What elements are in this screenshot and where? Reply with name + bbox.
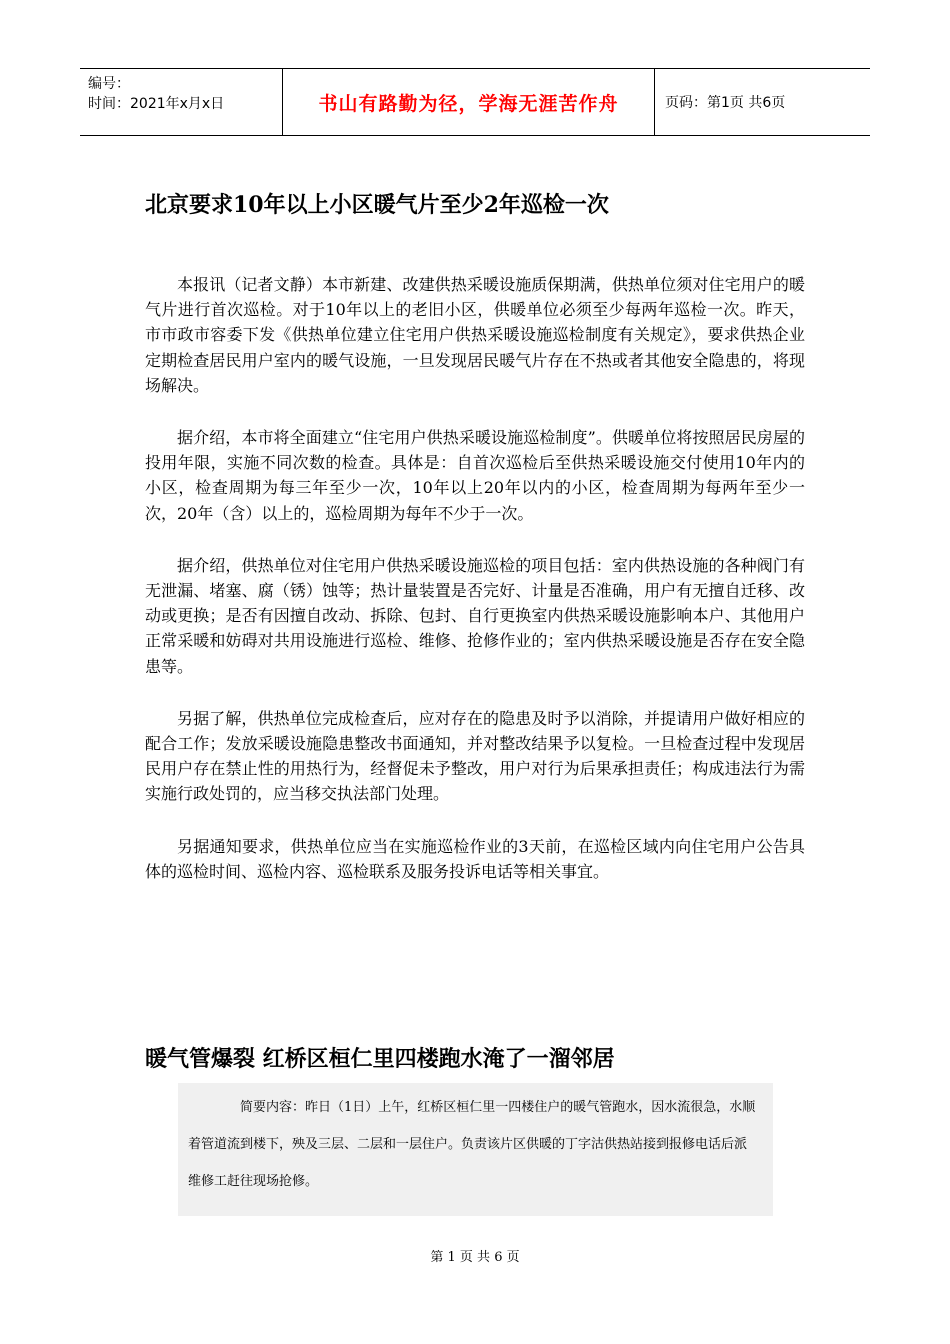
paragraph: 据介绍，本市将全面建立“住宅用户供热采暖设施巡检制度”。供暖单位将按照居民房屋的投用年限，实施不同次数的检查。具体是：自首次巡检后至供热采暖设施交付使用10年内的小区，检查周期为每三年至少一次，10年以上20年以内的小区，检查周期为每两年至少一次，20年（含）以上的，巡检周期为每年不少于一次。 bbox=[145, 428, 805, 523]
header-motto: 书山有路勤为径，学海无涯苦作舟 bbox=[283, 69, 655, 135]
summary-text: 简要内容：昨日（1日）上午，红桥区桓仁里一四楼住户的暖气管跑水，因水流很急，水顺着管道流到楼下，殃及三层、二层和一层住户。负责该片区供暖的丁字沽供热站接到报修电话后派维修工赶往现场抢修。 bbox=[188, 1100, 756, 1189]
paragraph: 另据通知要求，供热单位应当在实施巡检作业的3天前，在巡检区域内向住宅用户公告具体的巡检时间、巡检内容、巡检联系及服务投诉电话等相关事宜。 bbox=[145, 836, 805, 881]
header-page-info: 页码：第1页 共6页 bbox=[665, 95, 786, 111]
header-meta bbox=[80, 69, 283, 135]
date-line: 时间：2021年x月x日 bbox=[88, 96, 225, 112]
second-article-title: 暖气管爆裂 红桥区桓仁里四楼跑水淹了一溜邻居 bbox=[145, 1046, 615, 1072]
article-title: 北京要求10年以上小区暖气片至少2年巡检一次 bbox=[145, 192, 609, 218]
document-header bbox=[80, 68, 870, 136]
paragraph: 据介绍，供热单位对住宅用户供热采暖设施巡检的项目包括：室内供热设施的各种阀门有无泄漏、堵塞、腐（锈）蚀等；热计量装置是否完好、计量是否准确，用户有无擅自迁移、改动或更换；是否有因擅自改动、拆除、包封、自行更换室内供热采暖设施影响本户、其他用户正常采暖和妨碍对共用设施进行巡检、维修、抢修作业的；室内供热采暖设施是否存在安全隐患等。 bbox=[145, 555, 805, 676]
summary-box bbox=[178, 1083, 773, 1216]
article-body bbox=[145, 272, 805, 911]
paragraph: 另据了解，供热单位完成检查后，应对存在的隐患及时予以消除，并提请用户做好相应的配合工作；发放采暖设施隐患整改书面通知，并对整改结果予以复检。一旦检查过程中发现居民用户存在禁止性的用热行为，经督促未予整改，用户对行为后果承担责任；构成违法行为需实施行政处罚的，应当移交执法部门处理。 bbox=[145, 708, 805, 804]
paragraph: 本报讯（记者文静）本市新建、改建供热采暖设施质保期满，供热单位须对住宅用户的暖气片进行首次巡检。对于10年以上的老旧小区，供暖单位必须至少每两年巡检一次。昨天，市市政市容委下发《供热单位建立住宅用户供热采暖设施巡检制度有关规定》，要求供热企业定期检查居民用户室内的暖气设施，一旦发现居民暖气片存在不热或者其他安全隐患的，将现场解决。 bbox=[145, 275, 805, 395]
number-label: 编号： bbox=[88, 76, 130, 92]
page-footer: 第 1 页 共 6 页 bbox=[430, 1250, 520, 1265]
